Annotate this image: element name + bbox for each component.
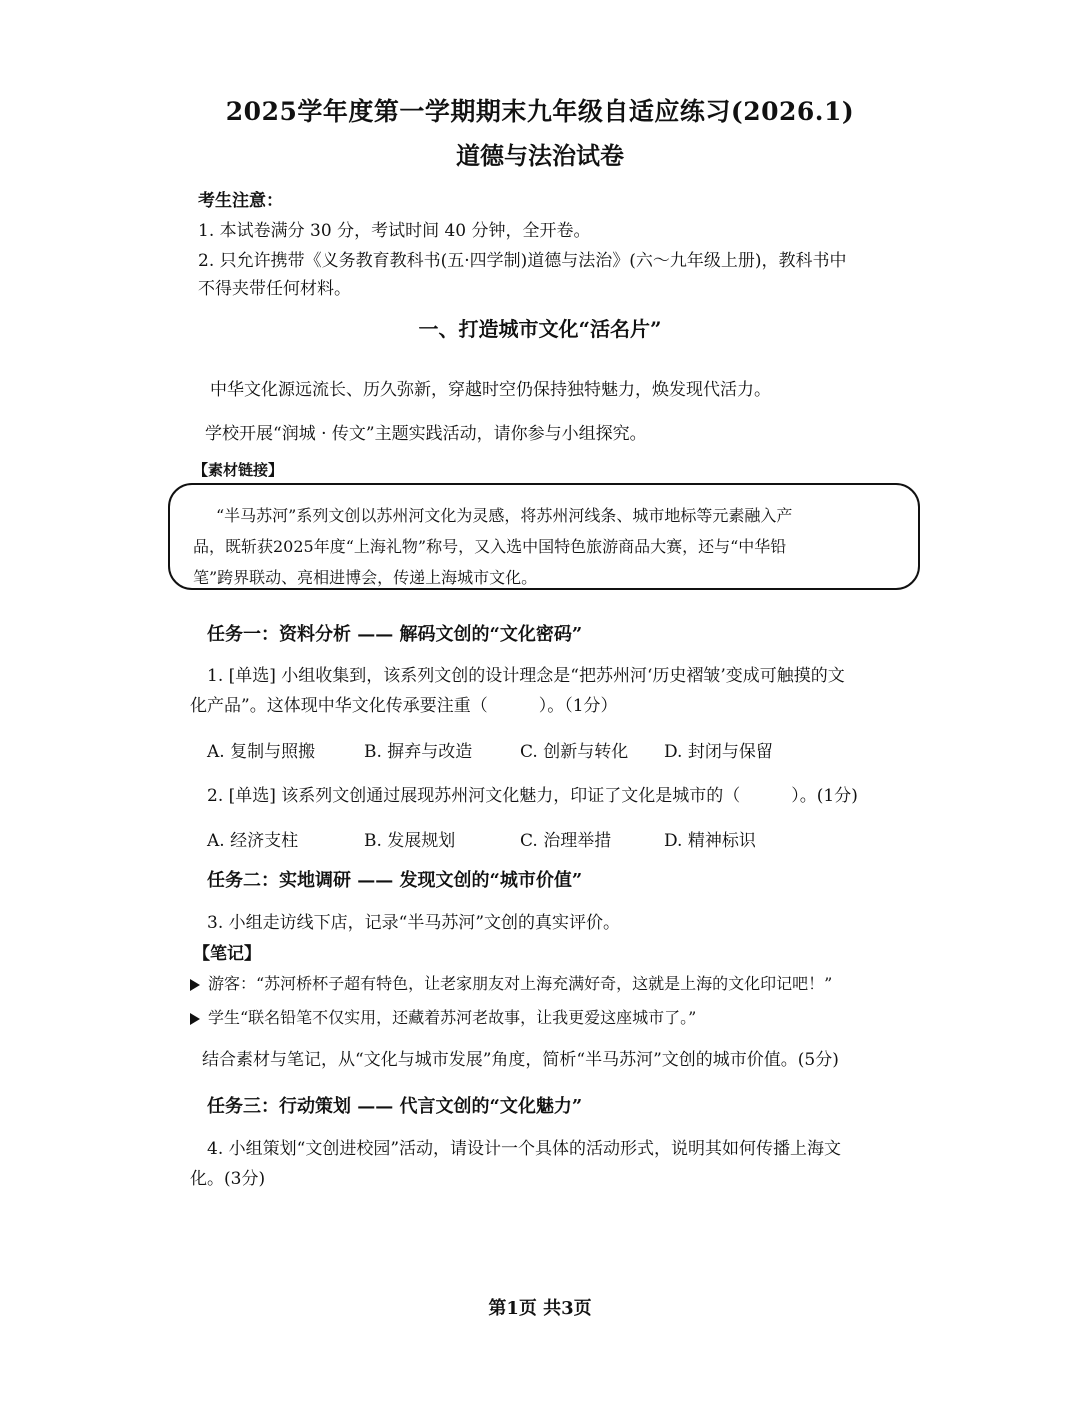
material-line-2: 品，既斩获2025年度“上海礼物”称号，又入选中国特色旅游商品大赛，还与“中华铅 — [193, 537, 787, 556]
task-2-title: 任务二：实地调研 —— 发现文创的“城市价值” — [207, 870, 583, 891]
note-1-text: 游客：“苏河桥杯子超有特色，让老家朋友对上海充满好奇，这就是上海的文化印记吧！” — [208, 974, 833, 993]
note-1 — [190, 971, 832, 994]
question-4-line-1: 4. 小组策划“文创进校园”活动，请设计一个具体的活动形式，说明其如何传播上海文 — [207, 1139, 842, 1159]
task-1-title: 任务一：资料分析 —— 解码文创的“文化密码” — [207, 624, 583, 645]
question-1-option-a: A. 复制与照搬 — [207, 742, 316, 762]
question-2-option-b: B. 发展规划 — [364, 831, 456, 851]
notice-item-2-line-1: 2. 只允许携带《义务教育教科书(五·四学制)道德与法治》(六～九年级上册)，教科书中 — [198, 251, 847, 271]
triangle-bullet-icon — [190, 979, 200, 991]
question-4-line-2: 化。(3分) — [190, 1169, 266, 1189]
question-2-option-a: A. 经济支柱 — [207, 831, 299, 851]
question-2-option-d: D. 精神标识 — [664, 831, 756, 851]
material-line-1: “半马苏河”系列文创以苏州河文化为灵感，将苏州河线条、城市地标等元素融入产 — [216, 506, 793, 525]
question-2-option-c: C. 治理举措 — [520, 831, 612, 851]
page-number: 第1页 共3页 — [488, 1298, 592, 1319]
triangle-bullet-icon — [190, 1013, 200, 1025]
question-1-option-c: C. 创新与转化 — [520, 742, 629, 762]
exam-subtitle: 道德与法治试卷 — [456, 141, 624, 170]
section-intro-2: 学校开展“润城 · 传文”主题实践活动，请你参与小组探究。 — [205, 424, 647, 444]
question-2-line: 2. [单选] 该系列文创通过展现苏州河文化魅力，印证了文化是城市的（ ）。(1分) — [207, 786, 858, 806]
section-title: 一、打造城市文化“活名片” — [418, 317, 662, 341]
notes-tag: 【笔记】 — [193, 944, 261, 964]
section-intro-1: 中华文化源远流长、历久弥新，穿越时空仍保持独特魅力，焕发现代活力。 — [210, 380, 771, 400]
question-3-prompt: 结合素材与笔记，从“文化与城市发展”角度，简析“半马苏河”文创的城市价值。(5分) — [202, 1050, 839, 1070]
question-1-option-b: B. 摒弃与改造 — [364, 742, 473, 762]
notice-heading: 考生注意： — [198, 191, 283, 211]
question-3-line: 3. 小组走访线下店，记录“半马苏河”文创的真实评价。 — [207, 913, 621, 933]
exam-title: 2025学年度第一学期期末九年级自适应练习(2026.1) — [225, 97, 855, 126]
note-2-text: 学生“联名铅笔不仅实用，还藏着苏河老故事，让我更爱这座城市了。” — [208, 1008, 697, 1027]
task-3-title: 任务三：行动策划 —— 代言文创的“文化魅力” — [207, 1096, 583, 1117]
question-1-line-1: 1. [单选] 小组收集到，该系列文创的设计理念是“把苏州河‘历史褶皱’变成可触摸的文 — [207, 666, 845, 686]
note-2 — [190, 1005, 696, 1028]
question-1-line-2: 化产品”。这体现中华文化传承要注重（ ）。（1分） — [190, 696, 618, 716]
material-tag: 【素材链接】 — [193, 461, 284, 479]
material-line-3: 笔”跨界联动、亮相进博会，传递上海城市文化。 — [193, 568, 538, 587]
notice-item-1: 1. 本试卷满分 30 分，考试时间 40 分钟，全开卷。 — [198, 221, 591, 241]
question-1-option-d: D. 封闭与保留 — [664, 742, 773, 762]
notice-item-2-line-2: 不得夹带任何材料。 — [198, 279, 351, 299]
